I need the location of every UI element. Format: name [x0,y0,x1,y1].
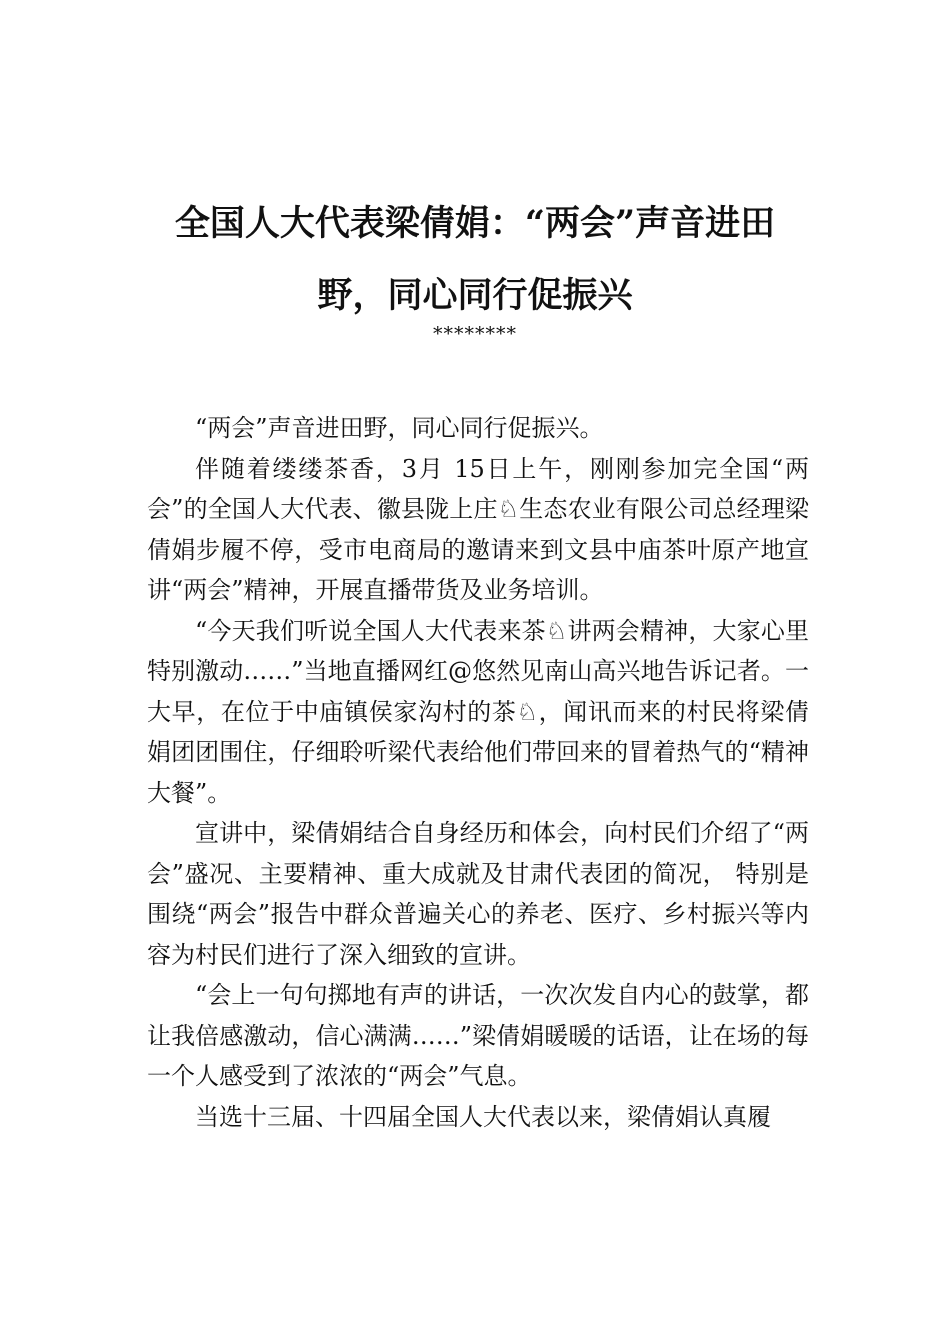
paragraph: 伴随着缕缕茶香，3月 15日上午，刚刚参加完全国“两会”的全国人大代表、徽县陇上庄♘生态农业有限公司总经理梁倩娟步履不停，受市电商局的邀请来到文县中庙茶叶原产地宣讲“两会”精神，开展直播带货及业务培训。 [147,454,809,604]
title-separator: ******** [433,323,517,345]
article-body [147,408,809,1137]
document-title [140,188,810,332]
paragraph: “两会”声音进田野，同心同行促振兴。 [195,414,604,442]
title-line-2: 野，同心同行促振兴 [317,275,633,316]
paragraph: “今天我们听说全国人大代表来茶♘讲两会精神，大家心里特别激动……”当地直播网红@悠然见南山高兴地告诉记者。一大早，在位于中庙镇侯家沟村的茶♘，闻讯而来的村民将梁倩娟团团围住，仔细聆听梁代表给他们带回来的冒着热气的“精神大餐”。 [147,616,809,807]
paragraph: 当选十三届、十四届全国人大代表以来，梁倩娟认真履 [195,1102,771,1131]
paragraph: “会上一句句掷地有声的讲话，一次次发自内心的鼓掌，都让我倍感激动，信心满满……”梁倩娟暖暖的话语，让在场的每一个人感受到了浓浓的“两会”气息。 [147,981,809,1090]
title-line-1: 全国人大代表梁倩娟：“两会”声音进田 [174,203,776,244]
paragraph: 宣讲中，梁倩娟结合自身经历和体会，向村民们介绍了“两会”盛况、主要精神、重大成就及甘肃代表团的简况， 特别是围绕“两会”报告中群众普遍关心的养老、医疗、乡村振兴等内容为村民们进行了深入细致的宣讲。 [147,819,809,969]
